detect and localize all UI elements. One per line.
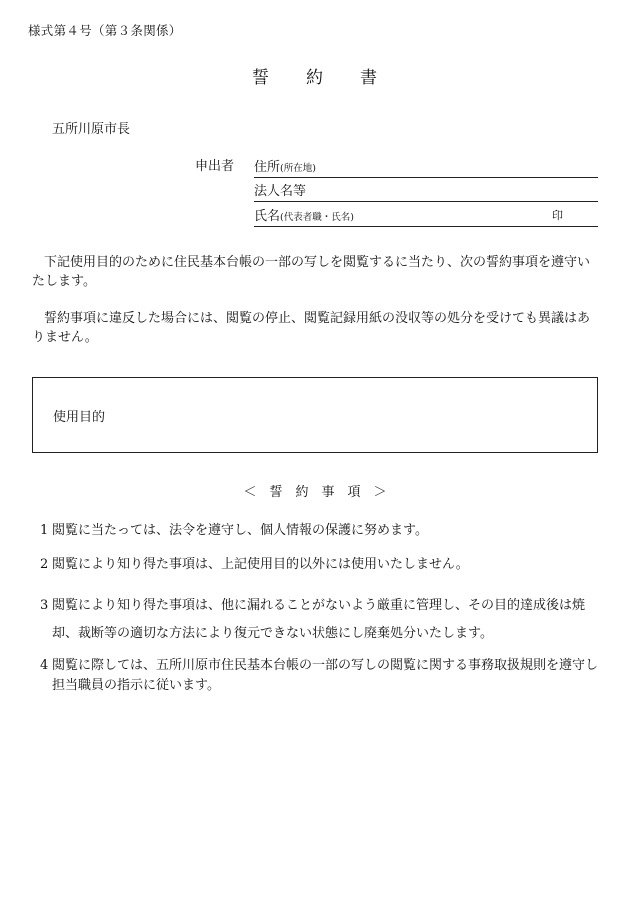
address-note: (所在地) [280, 163, 316, 174]
item-text: 閲覧に当たっては、法令を遵守し、個人情報の保護に努めます。 [52, 523, 428, 538]
purpose-label: 使用目的 [53, 410, 106, 425]
pledge-paragraph: 下記使用目的のために住民基本台帳の一部の写しを閲覧するに当たり、次の誓約事項を遵守いたします。 [32, 255, 591, 289]
form-number: 様式第４号（第３条関係） [28, 23, 182, 38]
item-text: 閲覧に際しては、五所川原市住民基本台帳の一部の写しの閲覧に関する事務取扱規則を遵守し担当職員の指示に従います。 [52, 658, 599, 693]
corporate-name-label: 法人名等 [254, 184, 307, 199]
addressee: 五所川原市長 [52, 122, 131, 137]
pledge-item [40, 592, 605, 648]
item-text: 閲覧により知り得た事項は、他に漏れることがないよう厳重に管理し、その目的達成後は焼却、裁断等の適切な方法により復元できない状態にし廃棄処分いたします。 [52, 598, 586, 641]
name-field[interactable] [254, 202, 598, 227]
pledge-item [40, 521, 605, 540]
corporate-name-field[interactable] [254, 177, 598, 202]
item-number: 2 [40, 557, 49, 572]
item-number: 4 [40, 658, 49, 673]
pledge-items-heading: ＜ 誓 約 事 項 ＞ [243, 485, 387, 500]
address-label: 住所 [254, 160, 281, 175]
violation-paragraph: 誓約事項に違反した場合には、閲覧の停止、閲覧記録用紙の没収等の処分を受けても異議はありません。 [32, 311, 591, 345]
purpose-box[interactable] [32, 377, 598, 453]
item-number: 1 [40, 523, 49, 538]
name-note: (代表者職・氏名) [280, 212, 354, 223]
pledge-item [40, 555, 605, 574]
document-title: 誓 約 書 [252, 68, 378, 88]
address-field[interactable] [254, 153, 598, 178]
seal-mark: 印 [552, 209, 563, 222]
name-label: 氏名 [254, 209, 281, 224]
applicant-label: 申出者 [195, 159, 235, 174]
item-number: 3 [40, 598, 49, 613]
pledge-item [40, 656, 605, 696]
item-text: 閲覧により知り得た事項は、上記使用目的以外には使用いたしません。 [52, 557, 469, 572]
